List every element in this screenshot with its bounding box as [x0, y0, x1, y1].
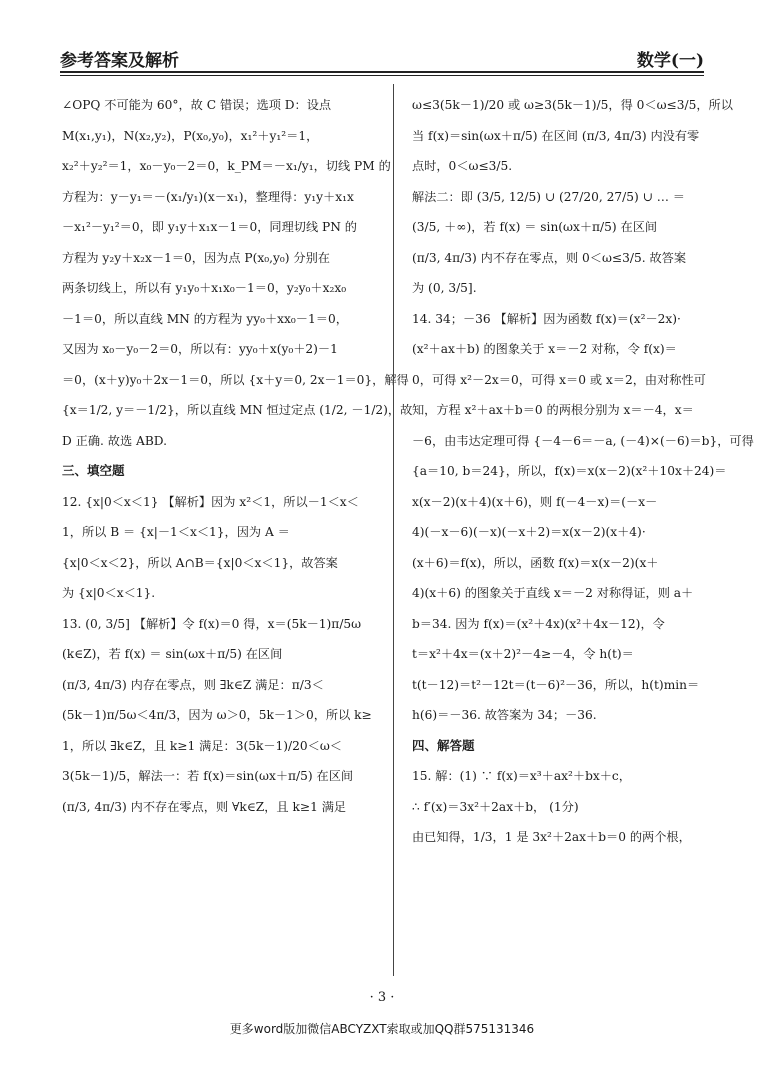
text-line: 12. {x|0＜x＜1} 【解析】因为 x²＜1，所以－1＜x＜ — [62, 494, 359, 509]
text-line: (x²＋ax＋b) 的图象关于 x＝－2 对称，令 f(x)＝ — [412, 342, 677, 356]
text-line: 14. 34；－36 【解析】因为函数 f(x)＝(x²－2x)· — [412, 311, 681, 326]
left-column — [62, 90, 413, 822]
text-line: x₂²＋y₂²＝1，x₀－y₀－2＝0，k_PM＝－x₁/y₁，切线 PM 的 — [62, 159, 391, 173]
text-line: －x₁²－y₁²＝0，即 y₁y＋x₁x－1＝0，同理切线 PN 的 — [62, 220, 357, 234]
text-line: 0，可得 x²－2x＝0，可得 x＝0 或 x＝2，由对称性可 — [412, 372, 706, 387]
text-line: 解法二：即 (3/5, 12/5) ∪ (27/20, 27/5) ∪ … ＝ — [412, 189, 685, 204]
text-line: ∴ f′(x)＝3x²＋2ax＋b， (1分) — [412, 799, 579, 814]
page-number: · 3 · — [369, 990, 395, 1005]
text-line: t(t－12)＝t²－12t＝(t－6)²－36，所以，h(t)min＝ — [412, 677, 700, 692]
text-line: (π/3, 4π/3) 内不存在零点，则 0＜ω≤3/5. 故答案 — [412, 250, 687, 265]
text-line: －6，由韦达定理可得 {－4－6＝－a, (－4)×(－6)＝b}，可得 — [412, 433, 754, 448]
text-line: 点时，0＜ω≤3/5. — [412, 159, 513, 173]
text-line: 两条切线上，所以有 y₁y₀＋x₁x₀－1＝0，y₂y₀＋x₂x₀ — [62, 281, 347, 295]
text-line: 知，方程 x²＋ax＋b＝0 的两根分别为 x＝－4，x＝ — [412, 403, 694, 417]
column-divider — [393, 84, 394, 976]
text-line: 4)(－x－6)(－x)(－x＋2)＝x(x－2)(x＋4)· — [412, 525, 646, 539]
text-line: 方程为 y₂y＋x₂x－1＝0，因为点 P(x₀,y₀) 分别在 — [62, 250, 330, 265]
text-line: 为 (0, 3/5]. — [412, 281, 477, 295]
header-title: 参考答案及解析 — [60, 51, 179, 71]
text-line: 方程为：y－y₁＝－(x₁/y₁)(x－x₁)，整理得：y₁y＋x₁x — [62, 189, 354, 204]
text-line: 由已知得，1/3，1 是 3x²＋2ax＋b＝0 的两个根， — [412, 830, 691, 844]
text-line: h(6)＝－36. 故答案为 34；－36. — [412, 708, 597, 722]
text-line: (k∈Z)，若 f(x) ＝ sin(ωx＋π/5) 在区间 — [62, 647, 283, 661]
text-line: (3/5, ＋∞)，若 f(x) ＝ sin(ωx＋π/5) 在区间 — [412, 220, 658, 234]
text-line: ＝0，(x＋y)y₀＋2x－1＝0，所以 {x＋y＝0, 2x－1＝0}，解得 — [62, 372, 409, 387]
text-line: 1，所以 ∃k∈Z，且 k≥1 满足：3(5k－1)/20＜ω＜ — [62, 738, 342, 753]
text-line: {a＝10, b＝24}，所以，f(x)＝x(x－2)(x²＋10x＋24)＝ — [412, 464, 727, 478]
text-line: ∠OPQ 不可能为 60°，故 C 错误；选项 D：设点 — [62, 98, 332, 112]
text-line: 1，所以 B ＝ {x|－1＜x＜1}，因为 A ＝ — [62, 525, 290, 539]
text-line: (5k－1)π/5ω＜4π/3，因为 ω＞0，5k－1＞0，所以 k≥ — [62, 708, 372, 722]
header-rule-thin — [60, 75, 704, 76]
header-subject: 数学(一) — [636, 51, 704, 71]
right-column — [412, 90, 754, 853]
text-line: 又因为 x₀－y₀－2＝0，所以有：yy₀＋x(y₀＋2)－1 — [62, 342, 338, 356]
page-header — [60, 44, 704, 74]
text-line: 为 {x|0＜x＜1}. — [62, 586, 156, 600]
text-line: t＝x²＋4x＝(x＋2)²－4≥－4，令 h(t)＝ — [412, 647, 634, 661]
header-rule — [60, 71, 704, 73]
text-line: D 正确. 故选 ABD. — [62, 433, 167, 448]
text-line: ω≤3(5k－1)/20 或 ω≥3(5k－1)/5，得 0＜ω≤3/5，所以 — [412, 98, 733, 112]
text-line: (π/3, 4π/3) 内不存在零点，则 ∀k∈Z，且 k≥1 满足 — [62, 799, 347, 814]
text-line: {x|0＜x＜2}，所以 A∩B＝{x|0＜x＜1}，故答案 — [62, 555, 338, 570]
text-line: {x＝1/2, y＝－1/2}，所以直线 MN 恒过定点 (1/2, －1/2)，故 — [62, 403, 413, 417]
text-line: b＝34. 因为 f(x)＝(x²＋4x)(x²＋4x－12)，令 — [412, 616, 665, 631]
text-line: －1＝0，所以直线 MN 的方程为 yy₀＋xx₀－1＝0， — [62, 311, 348, 326]
text-line: x(x－2)(x＋4)(x＋6)，则 f(－4－x)＝(－x－ — [412, 494, 658, 509]
text-line: (π/3, 4π/3) 内存在零点，则 ∃k∈Z 满足：π/3＜ — [62, 677, 324, 692]
text-line: 当 f(x)＝sin(ωx＋π/5) 在区间 (π/3, 4π/3) 内没有零 — [412, 128, 700, 143]
text-line: 四、解答题 — [412, 737, 475, 753]
text-line: 4)(x＋6) 的图象关于直线 x＝－2 对称得证，则 a＋ — [412, 586, 694, 600]
text-line: 15. 解：(1) ∵ f(x)＝x³＋ax²＋bx＋c， — [412, 769, 631, 783]
text-line: M(x₁,y₁)，N(x₂,y₂)，P(x₀,y₀)，x₁²＋y₁²＝1， — [62, 128, 319, 143]
text-line: 三、填空题 — [62, 463, 125, 478]
text-line: 3(5k－1)/5，解法一：若 f(x)＝sin(ωx＋π/5) 在区间 — [62, 769, 354, 783]
text-line: 13. (0, 3/5] 【解析】令 f(x)＝0 得，x＝(5k－1)π/5ω — [62, 616, 362, 631]
text-line: (x＋6)＝f(x)，所以，函数 f(x)＝x(x－2)(x＋ — [412, 555, 659, 570]
footer-note: 更多word版加微信ABCYZXT索取或加QQ群575131346 — [229, 1022, 535, 1036]
